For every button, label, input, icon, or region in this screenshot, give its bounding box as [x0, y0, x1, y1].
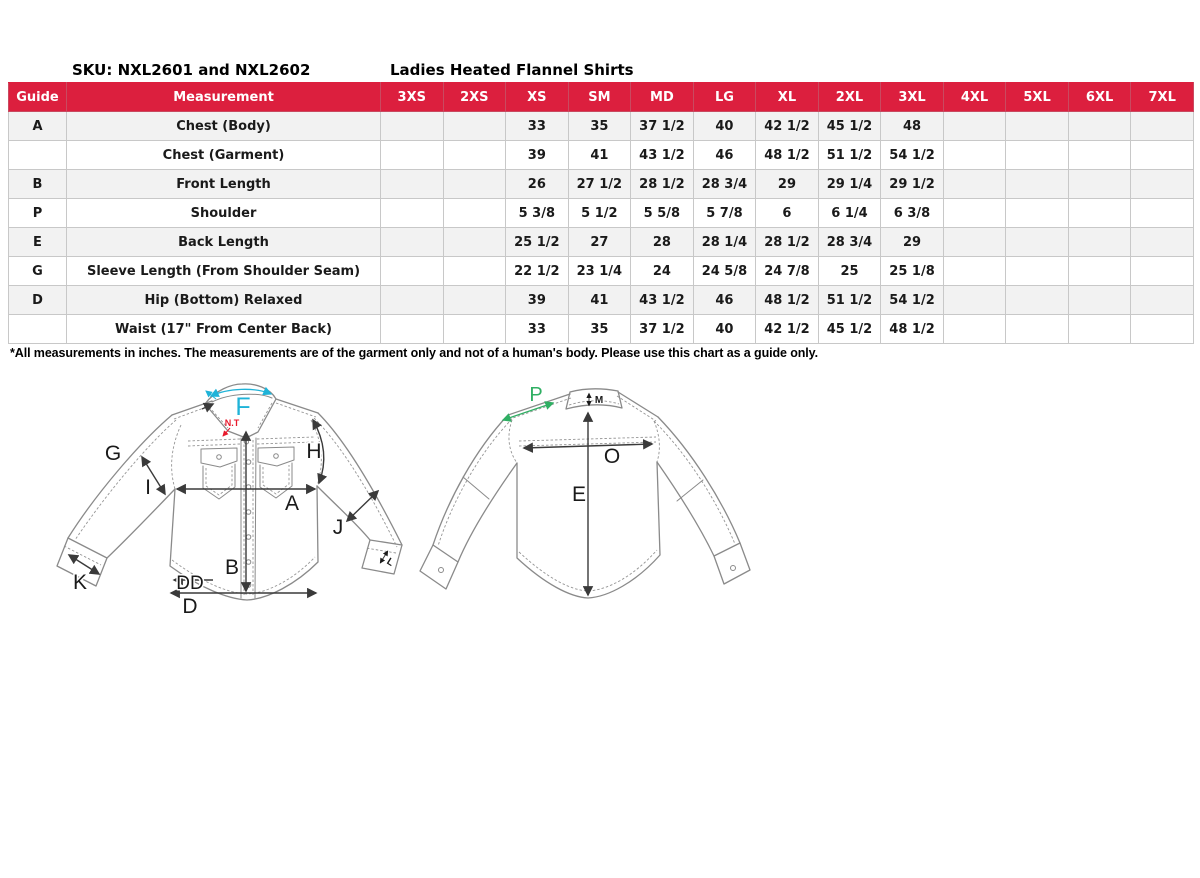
size-value-cell: 48 — [881, 112, 944, 141]
size-value-cell — [381, 315, 444, 344]
back-right-sleeve — [658, 417, 740, 543]
size-value-cell: 24 5/8 — [693, 257, 756, 286]
row-chest-body — [9, 112, 1194, 141]
measurement-cell: Chest (Body) — [67, 112, 381, 141]
size-value-cell — [943, 199, 1006, 228]
size-value-cell — [1068, 257, 1131, 286]
size-value-cell: 37 1/2 — [631, 112, 694, 141]
size-value-cell — [1131, 112, 1194, 141]
size-value-cell: 27 — [568, 228, 631, 257]
back-label-e: E — [571, 483, 587, 506]
back-label-o: O — [603, 445, 621, 468]
column-header-7xl: 7XL — [1131, 83, 1194, 112]
shirt-back-view — [420, 384, 750, 598]
back-right-cuff — [714, 543, 750, 584]
measurement-cell: Hip (Bottom) Relaxed — [67, 286, 381, 315]
size-value-cell: 39 — [506, 141, 569, 170]
size-value-cell — [381, 257, 444, 286]
column-header-5xl: 5XL — [1006, 83, 1069, 112]
size-value-cell: 40 — [693, 315, 756, 344]
guide-cell: A — [9, 112, 67, 141]
front-label-b: B — [224, 556, 240, 579]
size-value-cell: 39 — [506, 286, 569, 315]
column-header-2xl: 2XL — [818, 83, 881, 112]
row-chest-garment — [9, 141, 1194, 170]
page-header — [0, 61, 1200, 81]
size-value-cell — [1131, 199, 1194, 228]
size-value-cell: 42 1/2 — [756, 315, 819, 344]
front-label-dd: DD — [176, 573, 204, 594]
back-left-cuff — [420, 545, 458, 589]
size-value-cell: 22 1/2 — [506, 257, 569, 286]
front-label-nt: N.T — [224, 418, 240, 428]
size-value-cell: 28 1/2 — [756, 228, 819, 257]
front-right-pocket — [258, 447, 294, 498]
size-value-cell — [381, 199, 444, 228]
size-value-cell: 54 1/2 — [881, 286, 944, 315]
back-left-sleeve — [433, 415, 508, 545]
column-header-measurement: Measurement — [67, 83, 381, 112]
size-value-cell: 24 7/8 — [756, 257, 819, 286]
size-value-cell — [1131, 286, 1194, 315]
cuff-height-indicator — [380, 551, 397, 569]
size-value-cell — [443, 228, 506, 257]
size-value-cell — [381, 141, 444, 170]
size-value-cell — [443, 315, 506, 344]
size-value-cell: 51 1/2 — [818, 286, 881, 315]
footnote: *All measurements in inches. The measurements are of the garment only and not of a human's body. Please use this chart as a guide only. — [10, 346, 818, 360]
size-value-cell: 54 1/2 — [881, 141, 944, 170]
front-left-pocket — [201, 448, 237, 499]
row-hip-bottom-relaxed — [9, 286, 1194, 315]
size-chart-body — [9, 112, 1194, 344]
front-label-l: L — [384, 556, 396, 569]
size-value-cell: 25 — [818, 257, 881, 286]
size-value-cell: 5 1/2 — [568, 199, 631, 228]
column-header-3xl: 3XL — [881, 83, 944, 112]
size-value-cell — [381, 112, 444, 141]
size-value-cell — [443, 170, 506, 199]
size-value-cell — [443, 199, 506, 228]
size-value-cell — [443, 112, 506, 141]
size-value-cell — [1006, 141, 1069, 170]
column-header-md: MD — [631, 83, 694, 112]
column-header-xl: XL — [756, 83, 819, 112]
size-value-cell: 28 — [631, 228, 694, 257]
size-value-cell: 43 1/2 — [631, 286, 694, 315]
size-value-cell: 26 — [506, 170, 569, 199]
measurement-cell: Front Length — [67, 170, 381, 199]
front-left-sleeve — [68, 415, 172, 538]
size-value-cell: 41 — [568, 141, 631, 170]
collar-height-indicator — [589, 394, 603, 407]
guide-cell — [9, 315, 67, 344]
front-label-k: K — [72, 571, 88, 594]
front-label-a: A — [284, 492, 300, 515]
size-value-cell: 28 3/4 — [693, 170, 756, 199]
size-value-cell: 6 3/8 — [881, 199, 944, 228]
size-value-cell: 43 1/2 — [631, 141, 694, 170]
size-value-cell — [1068, 228, 1131, 257]
size-value-cell: 51 1/2 — [818, 141, 881, 170]
size-value-cell: 46 — [693, 141, 756, 170]
size-value-cell: 6 — [756, 199, 819, 228]
size-value-cell: 27 1/2 — [568, 170, 631, 199]
shirt-front-view — [57, 384, 402, 618]
column-header-sm: SM — [568, 83, 631, 112]
size-value-cell — [443, 286, 506, 315]
size-value-cell — [381, 228, 444, 257]
back-label-p: P — [529, 384, 543, 406]
size-value-cell — [381, 286, 444, 315]
measurement-cell: Back Length — [67, 228, 381, 257]
size-value-cell — [1006, 170, 1069, 199]
size-value-cell — [943, 315, 1006, 344]
size-value-cell: 23 1/4 — [568, 257, 631, 286]
size-value-cell: 29 1/2 — [881, 170, 944, 199]
size-value-cell: 48 1/2 — [881, 315, 944, 344]
size-chart-table — [8, 82, 1194, 344]
size-value-cell: 33 — [506, 112, 569, 141]
size-value-cell — [1006, 199, 1069, 228]
front-label-f: F — [235, 393, 251, 421]
size-value-cell: 5 3/8 — [506, 199, 569, 228]
measurement-cell: Chest (Garment) — [67, 141, 381, 170]
row-sleeve-length-from-shoulder-seam — [9, 257, 1194, 286]
size-value-cell: 25 1/2 — [506, 228, 569, 257]
row-shoulder — [9, 199, 1194, 228]
column-header-xs: XS — [506, 83, 569, 112]
size-value-cell — [1131, 170, 1194, 199]
column-header-2xs: 2XS — [443, 83, 506, 112]
measurement-cell: Sleeve Length (From Shoulder Seam) — [67, 257, 381, 286]
front-label-g: G — [104, 442, 122, 465]
guide-cell: G — [9, 257, 67, 286]
size-value-cell: 37 1/2 — [631, 315, 694, 344]
sleeve-width-arrow — [347, 491, 378, 521]
size-value-cell: 48 1/2 — [756, 286, 819, 315]
size-value-cell: 28 1/4 — [693, 228, 756, 257]
sleeve-top-arrow — [202, 404, 213, 409]
back-label-m: M — [594, 395, 604, 406]
size-value-cell — [1131, 228, 1194, 257]
column-header-guide: Guide — [9, 83, 67, 112]
size-value-cell — [1131, 315, 1194, 344]
measurement-cell: Shoulder — [67, 199, 381, 228]
measurement-cell: Waist (17" From Center Back) — [67, 315, 381, 344]
sku-label: SKU: NXL2601 and NXL2602 — [72, 61, 311, 79]
size-value-cell: 5 5/8 — [631, 199, 694, 228]
size-value-cell: 28 1/2 — [631, 170, 694, 199]
size-value-cell — [943, 112, 1006, 141]
size-value-cell — [943, 257, 1006, 286]
size-value-cell — [1006, 286, 1069, 315]
size-value-cell — [1006, 112, 1069, 141]
front-label-h: H — [306, 440, 322, 463]
guide-cell: P — [9, 199, 67, 228]
column-header-3xs: 3XS — [381, 83, 444, 112]
front-label-i: I — [145, 476, 151, 499]
size-value-cell: 29 1/4 — [818, 170, 881, 199]
front-label-j: J — [332, 516, 344, 539]
size-value-cell — [443, 257, 506, 286]
size-value-cell — [1068, 141, 1131, 170]
size-value-cell: 48 1/2 — [756, 141, 819, 170]
shirt-measurement-diagram — [0, 370, 1200, 670]
size-value-cell: 45 1/2 — [818, 112, 881, 141]
size-value-cell — [1068, 286, 1131, 315]
size-value-cell — [1068, 112, 1131, 141]
column-header-6xl: 6XL — [1068, 83, 1131, 112]
size-value-cell — [1068, 315, 1131, 344]
size-value-cell: 45 1/2 — [818, 315, 881, 344]
shoulder-arrow — [503, 403, 553, 420]
front-right-cuff — [362, 540, 402, 574]
size-value-cell: 29 — [881, 228, 944, 257]
size-value-cell — [1006, 257, 1069, 286]
size-value-cell: 41 — [568, 286, 631, 315]
size-value-cell — [943, 228, 1006, 257]
size-value-cell — [943, 170, 1006, 199]
size-value-cell: 6 1/4 — [818, 199, 881, 228]
size-value-cell — [1068, 199, 1131, 228]
size-value-cell — [1006, 315, 1069, 344]
size-chart-header-row — [9, 83, 1194, 112]
size-value-cell: 5 7/8 — [693, 199, 756, 228]
row-front-length — [9, 170, 1194, 199]
size-value-cell: 35 — [568, 112, 631, 141]
size-value-cell — [1068, 170, 1131, 199]
size-value-cell: 35 — [568, 315, 631, 344]
size-value-cell: 28 3/4 — [818, 228, 881, 257]
front-label-d: D — [182, 595, 198, 618]
size-value-cell: 42 1/2 — [756, 112, 819, 141]
guide-cell: E — [9, 228, 67, 257]
size-value-cell: 29 — [756, 170, 819, 199]
guide-cell: B — [9, 170, 67, 199]
size-value-cell: 40 — [693, 112, 756, 141]
size-value-cell — [1006, 228, 1069, 257]
size-value-cell: 46 — [693, 286, 756, 315]
product-title: Ladies Heated Flannel Shirts — [390, 61, 634, 79]
size-value-cell — [1131, 257, 1194, 286]
guide-cell: D — [9, 286, 67, 315]
column-header-lg: LG — [693, 83, 756, 112]
size-value-cell — [943, 286, 1006, 315]
size-value-cell — [443, 141, 506, 170]
row-waist-17-from-center-back — [9, 315, 1194, 344]
size-value-cell: 33 — [506, 315, 569, 344]
size-value-cell — [1131, 141, 1194, 170]
size-value-cell — [381, 170, 444, 199]
size-value-cell: 25 1/8 — [881, 257, 944, 286]
size-value-cell — [943, 141, 1006, 170]
column-header-4xl: 4XL — [943, 83, 1006, 112]
guide-cell — [9, 141, 67, 170]
row-back-length — [9, 228, 1194, 257]
size-value-cell: 24 — [631, 257, 694, 286]
